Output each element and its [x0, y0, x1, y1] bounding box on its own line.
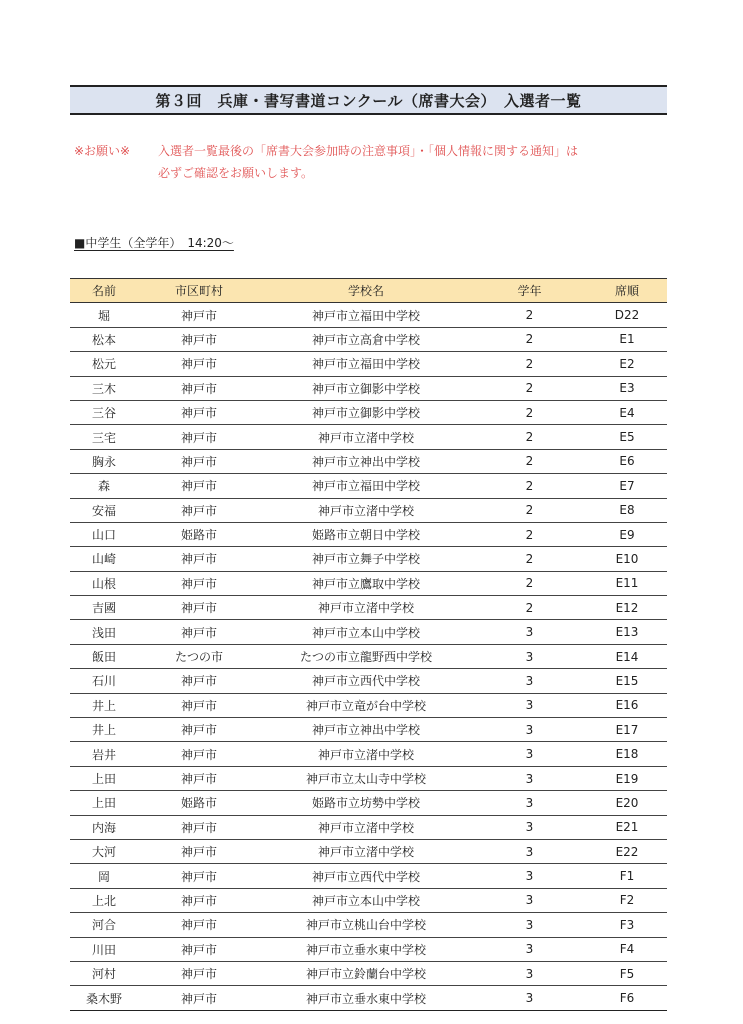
cell-grade: 3	[472, 839, 587, 863]
cell-city: 神戸市	[138, 596, 260, 620]
cell-grade: 3	[472, 644, 587, 668]
cell-seat: E2	[587, 352, 667, 376]
cell-name: 上田	[70, 791, 138, 815]
cell-grade: 2	[472, 400, 587, 424]
notice-row-2	[74, 162, 674, 184]
cell-school: 神戸市立高倉中学校	[260, 327, 472, 351]
cell-name: 安福	[70, 498, 138, 522]
cell-school: 神戸市立竜が台中学校	[260, 693, 472, 717]
cell-city: 神戸市	[138, 498, 260, 522]
cell-city: 神戸市	[138, 303, 260, 327]
cell-seat: E15	[587, 669, 667, 693]
cell-name: 上北	[70, 888, 138, 912]
table-body	[70, 303, 667, 1010]
header-name: 名前	[70, 279, 138, 303]
cell-seat: E10	[587, 547, 667, 571]
cell-name: 森	[70, 474, 138, 498]
cell-city: 神戸市	[138, 766, 260, 790]
table-row	[70, 400, 667, 424]
cell-city: 神戸市	[138, 474, 260, 498]
cell-name: 河村	[70, 961, 138, 985]
table-row	[70, 864, 667, 888]
cell-city: 神戸市	[138, 986, 260, 1010]
cell-grade: 2	[472, 498, 587, 522]
cell-school: 神戸市立御影中学校	[260, 400, 472, 424]
cell-city: 神戸市	[138, 888, 260, 912]
cell-seat: E11	[587, 571, 667, 595]
cell-grade: 3	[472, 815, 587, 839]
cell-seat: E7	[587, 474, 667, 498]
cell-name: 桑木野	[70, 986, 138, 1010]
cell-grade: 2	[472, 303, 587, 327]
cell-city: 神戸市	[138, 327, 260, 351]
cell-school: 神戸市立福田中学校	[260, 352, 472, 376]
cell-school: 神戸市立渚中学校	[260, 425, 472, 449]
table-row	[70, 693, 667, 717]
cell-school: 神戸市立神出中学校	[260, 449, 472, 473]
cell-city: 神戸市	[138, 449, 260, 473]
cell-name: 堀	[70, 303, 138, 327]
cell-school: 神戸市立渚中学校	[260, 742, 472, 766]
table-row	[70, 620, 667, 644]
cell-seat: D22	[587, 303, 667, 327]
cell-school: 姫路市立坊勢中学校	[260, 791, 472, 815]
cell-city: 姫路市	[138, 522, 260, 546]
table-row	[70, 961, 667, 985]
cell-school: 神戸市立鈴蘭台中学校	[260, 961, 472, 985]
cell-school: 神戸市立垂水東中学校	[260, 986, 472, 1010]
cell-grade: 2	[472, 547, 587, 571]
table-row	[70, 937, 667, 961]
cell-seat: F3	[587, 913, 667, 937]
cell-seat: E4	[587, 400, 667, 424]
cell-seat: E21	[587, 815, 667, 839]
cell-grade: 3	[472, 669, 587, 693]
cell-name: 河合	[70, 913, 138, 937]
header-grade: 学年	[472, 279, 587, 303]
cell-city: 神戸市	[138, 961, 260, 985]
header-school: 学校名	[260, 279, 472, 303]
header-city: 市区町村	[138, 279, 260, 303]
table-header-row	[70, 279, 667, 303]
cell-city: 姫路市	[138, 791, 260, 815]
cell-school: 神戸市立垂水東中学校	[260, 937, 472, 961]
cell-grade: 3	[472, 742, 587, 766]
cell-school: 神戸市立渚中学校	[260, 596, 472, 620]
cell-school: 神戸市立本山中学校	[260, 620, 472, 644]
cell-city: 神戸市	[138, 352, 260, 376]
cell-grade: 3	[472, 961, 587, 985]
cell-seat: E22	[587, 839, 667, 863]
cell-grade: 3	[472, 937, 587, 961]
cell-city: 神戸市	[138, 547, 260, 571]
cell-school: 神戸市立福田中学校	[260, 474, 472, 498]
table-row	[70, 571, 667, 595]
cell-name: 山口	[70, 522, 138, 546]
cell-school: 神戸市立桃山台中学校	[260, 913, 472, 937]
table-row	[70, 815, 667, 839]
cell-school: 神戸市立鷹取中学校	[260, 571, 472, 595]
cell-name: 岡	[70, 864, 138, 888]
cell-name: 石川	[70, 669, 138, 693]
table-row	[70, 913, 667, 937]
table-row	[70, 596, 667, 620]
table-row	[70, 791, 667, 815]
cell-seat: E17	[587, 718, 667, 742]
cell-name: 胸永	[70, 449, 138, 473]
cell-grade: 3	[472, 864, 587, 888]
table-row	[70, 644, 667, 668]
cell-name: 松元	[70, 352, 138, 376]
cell-city: 神戸市	[138, 718, 260, 742]
cell-name: 三木	[70, 376, 138, 400]
cell-school: 神戸市立太山寺中学校	[260, 766, 472, 790]
cell-grade: 2	[472, 571, 587, 595]
notice-line-1: 入選者一覧最後の「席書大会参加時の注意事項」・「個人情報に関する通知」は	[158, 144, 579, 158]
cell-seat: E16	[587, 693, 667, 717]
cell-school: 神戸市立神出中学校	[260, 718, 472, 742]
cell-school: 神戸市立舞子中学校	[260, 547, 472, 571]
table-row	[70, 425, 667, 449]
cell-city: 神戸市	[138, 425, 260, 449]
cell-seat: E14	[587, 644, 667, 668]
cell-seat: F2	[587, 888, 667, 912]
cell-grade: 3	[472, 693, 587, 717]
cell-city: 神戸市	[138, 669, 260, 693]
table-row	[70, 474, 667, 498]
cell-city: 神戸市	[138, 376, 260, 400]
notice-row-1	[74, 140, 674, 162]
cell-city: 神戸市	[138, 913, 260, 937]
cell-grade: 3	[472, 718, 587, 742]
cell-seat: E9	[587, 522, 667, 546]
cell-school: 神戸市立渚中学校	[260, 498, 472, 522]
header-seat: 席順	[587, 279, 667, 303]
cell-grade: 2	[472, 596, 587, 620]
table-row	[70, 498, 667, 522]
notice-line-2: 必ずご確認をお願いします。	[158, 166, 314, 180]
cell-name: 松本	[70, 327, 138, 351]
roster-table	[70, 278, 667, 1011]
table-row	[70, 449, 667, 473]
cell-name: 浅田	[70, 620, 138, 644]
cell-grade: 2	[472, 522, 587, 546]
section-heading: ■中学生（全学年） 14:20～	[74, 236, 234, 250]
cell-name: 川田	[70, 937, 138, 961]
cell-name: 山根	[70, 571, 138, 595]
cell-seat: E1	[587, 327, 667, 351]
cell-seat: E19	[587, 766, 667, 790]
cell-name: 山崎	[70, 547, 138, 571]
table-row	[70, 669, 667, 693]
cell-seat: E6	[587, 449, 667, 473]
cell-name: 三谷	[70, 400, 138, 424]
cell-city: 神戸市	[138, 620, 260, 644]
cell-school: 神戸市立西代中学校	[260, 864, 472, 888]
cell-grade: 3	[472, 791, 587, 815]
cell-seat: E8	[587, 498, 667, 522]
cell-school: 神戸市立渚中学校	[260, 839, 472, 863]
table-row	[70, 327, 667, 351]
cell-school: 神戸市立西代中学校	[260, 669, 472, 693]
cell-grade: 2	[472, 376, 587, 400]
notice-block	[74, 140, 674, 184]
cell-seat: F1	[587, 864, 667, 888]
cell-name: 内海	[70, 815, 138, 839]
table-row	[70, 352, 667, 376]
cell-seat: F4	[587, 937, 667, 961]
cell-city: 神戸市	[138, 839, 260, 863]
cell-grade: 2	[472, 449, 587, 473]
cell-grade: 2	[472, 327, 587, 351]
cell-seat: E18	[587, 742, 667, 766]
cell-seat: E12	[587, 596, 667, 620]
cell-seat: F5	[587, 961, 667, 985]
cell-name: 岩井	[70, 742, 138, 766]
cell-grade: 3	[472, 888, 587, 912]
cell-seat: E5	[587, 425, 667, 449]
notice-label: ※お願い※	[74, 144, 131, 158]
cell-seat: E3	[587, 376, 667, 400]
cell-name: 井上	[70, 718, 138, 742]
cell-grade: 3	[472, 620, 587, 644]
cell-name: 飯田	[70, 644, 138, 668]
page-title: 第３回 兵庫・書写書道コンクール（席書大会） 入選者一覧	[155, 91, 582, 110]
cell-city: 神戸市	[138, 937, 260, 961]
table-row	[70, 376, 667, 400]
cell-city: 神戸市	[138, 571, 260, 595]
table-row	[70, 986, 667, 1010]
cell-city: 神戸市	[138, 693, 260, 717]
cell-grade: 2	[472, 425, 587, 449]
cell-grade: 2	[472, 352, 587, 376]
cell-city: 神戸市	[138, 815, 260, 839]
cell-name: 吉國	[70, 596, 138, 620]
table-row	[70, 742, 667, 766]
cell-seat: F6	[587, 986, 667, 1010]
cell-grade: 2	[472, 474, 587, 498]
cell-name: 大河	[70, 839, 138, 863]
title-banner	[70, 85, 667, 115]
cell-school: 姫路市立朝日中学校	[260, 522, 472, 546]
table-row	[70, 839, 667, 863]
cell-school: 神戸市立渚中学校	[260, 815, 472, 839]
cell-seat: E13	[587, 620, 667, 644]
table-row	[70, 522, 667, 546]
table-row	[70, 303, 667, 327]
cell-seat: E20	[587, 791, 667, 815]
notice-indent	[74, 162, 158, 184]
cell-grade: 3	[472, 913, 587, 937]
cell-city: 神戸市	[138, 742, 260, 766]
cell-city: たつの市	[138, 644, 260, 668]
table-row	[70, 888, 667, 912]
cell-name: 上田	[70, 766, 138, 790]
cell-school: たつの市立龍野西中学校	[260, 644, 472, 668]
cell-city: 神戸市	[138, 864, 260, 888]
table-row	[70, 547, 667, 571]
cell-school: 神戸市立御影中学校	[260, 376, 472, 400]
cell-grade: 3	[472, 986, 587, 1010]
cell-name: 三宅	[70, 425, 138, 449]
cell-school: 神戸市立本山中学校	[260, 888, 472, 912]
table-row	[70, 766, 667, 790]
cell-grade: 3	[472, 766, 587, 790]
cell-school: 神戸市立福田中学校	[260, 303, 472, 327]
cell-city: 神戸市	[138, 400, 260, 424]
table-row	[70, 718, 667, 742]
cell-name: 井上	[70, 693, 138, 717]
